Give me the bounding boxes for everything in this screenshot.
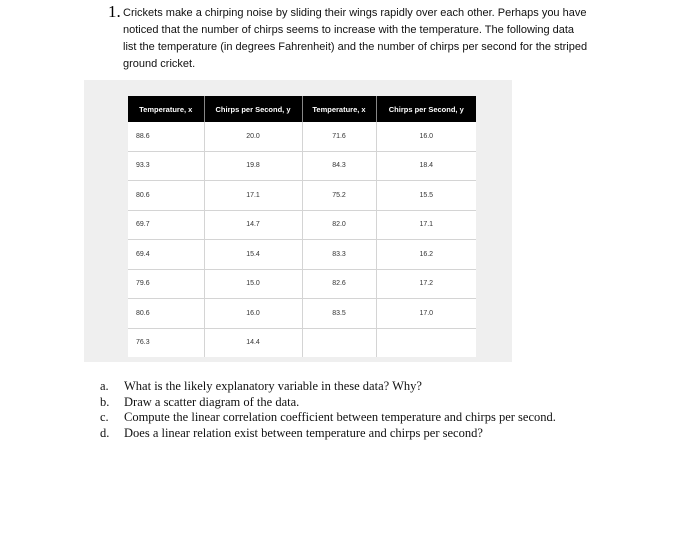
table-row [128,122,476,151]
question-text: Draw a scatter diagram of the data. [124,394,300,409]
table-cell: 14.7 [204,210,302,240]
table-cell: 17.2 [376,269,476,299]
table-cell: 16.0 [204,299,302,329]
header-chirps-2: Chirps per Second, y [376,96,476,122]
table-cell: 79.6 [128,269,204,299]
table-cell: 18.4 [376,151,476,181]
table-cell: 88.6 [128,122,204,151]
question-text: Compute the linear correlation coefficient between temperature and chirps per second. [124,410,556,424]
table-cell: 19.8 [204,151,302,181]
header-chirps-1: Chirps per Second, y [204,96,302,122]
table-cell: 76.3 [128,328,204,357]
table-cell: 16.0 [376,122,476,151]
problem-line: list the temperature (in degrees Fahrenheit) and the number of chirps per second for the striped [123,41,588,53]
table-cell: 82.6 [302,269,376,299]
problem-number: 1. [108,2,121,21]
table-cell: 82.0 [302,210,376,240]
table-header-row [128,96,476,122]
problem-line: Crickets make a chirping noise by sliding their wings rapidly over each other. Perhaps you have [123,7,587,19]
problem-line: noticed that the number of chirps seems to increase with the temperature. The following data [123,24,575,36]
table-row [128,299,476,329]
question-item [100,379,556,395]
table-cell: 15.0 [204,269,302,299]
table-cell: 84.3 [302,151,376,181]
table-row [128,181,476,211]
table-row [128,269,476,299]
header-temperature-1: Temperature, x [128,96,204,122]
table-row [128,210,476,240]
table-cell: 69.7 [128,210,204,240]
problem-statement [123,5,643,73]
question-list [100,379,556,441]
table-cell [376,328,476,357]
question-letter: a. [100,379,109,393]
question-letter: d. [100,425,110,440]
table-cell: 17.1 [204,181,302,211]
table-row [128,240,476,270]
question-item [100,426,556,442]
table-cell: 75.2 [302,181,376,211]
question-text: Does a linear relation exist between temperature and chirps per second? [124,425,483,440]
question-letter: c. [100,410,109,424]
table-cell: 80.6 [128,181,204,211]
table-cell: 80.6 [128,299,204,329]
question-item [100,410,556,426]
table-cell: 93.3 [128,151,204,181]
table-row [128,328,476,357]
header-temperature-2: Temperature, x [302,96,376,122]
table-cell: 14.4 [204,328,302,357]
table-cell: 69.4 [128,240,204,270]
table-cell: 71.6 [302,122,376,151]
table-cell: 17.1 [376,210,476,240]
table-cell: 15.4 [204,240,302,270]
table-cell: 20.0 [204,122,302,151]
question-item [100,395,556,411]
table-cell: 17.0 [376,299,476,329]
table-cell [302,328,376,357]
table-cell: 16.2 [376,240,476,270]
cricket-data-table [128,96,476,357]
table-cell: 15.5 [376,181,476,211]
problem-line: ground cricket. [123,58,196,70]
table-row [128,151,476,181]
question-letter: b. [100,394,110,409]
table-cell: 83.3 [302,240,376,270]
question-text: What is the likely explanatory variable in these data? Why? [124,379,422,393]
table-cell: 83.5 [302,299,376,329]
